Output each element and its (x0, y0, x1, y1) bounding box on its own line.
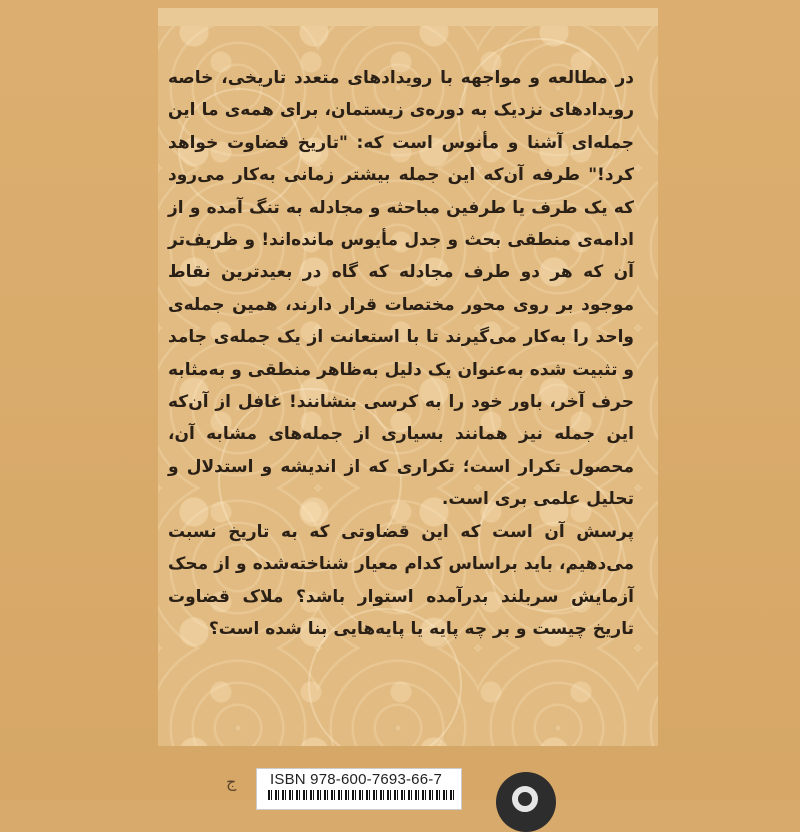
isbn-number: ISBN 978-600-7693-66-7 (270, 771, 443, 788)
logo-ring-icon (512, 786, 538, 812)
publisher-mark: ج (226, 772, 237, 791)
paragraph-1: در مطالعه و مواجهه با رویدادهای متعدد تاریخی، خاصه رویدادهای نزدیک به دوره‌ی زیستمان، برای همه‌ی ما این جمله‌ای آشنا و مأنوس است که: "تاریخ قضاوت خواهد کرد!" طرفه آن‌که این جمله بیشتر زمانی به‌کار می‌رود که یک طرف یا طرفین مباحثه و مجادله به تنگ آمده و از ادامه‌ی منطقی بحث و جدل مأیوس مانده‌اند! و ظریف‌تر آن که هر دو طرف مجادله که گاه در بعیدترین نقاط موجود بر روی محور مختصات قرار دارند، همین جمله‌ی واحد را به‌کار می‌گیرند تا با استعانت از یک جمله‌ی جامد و تثبیت شده به‌عنوان یک دلیل به‌ظاهر منطقی و به‌مثابه حرف آخر، باور خود را به کرسی بنشانند! غافل از آن‌که این جمله نیز همانند بسیاری از جمله‌های مشابه آن، محصول تکرار است؛ تکراری که از اندیشه و استدلال و تحلیل علمی بری است. (168, 68, 634, 510)
barcode (268, 790, 454, 800)
back-cover-text (168, 62, 634, 645)
panel-top-band (158, 8, 658, 26)
paragraph-2: پرسش آن است که این قضاوتی که به تاریخ نسبت می‌دهیم، باید براساس کدام معیار شناخته‌شده و از محک آزمایش سربلند بدرآمده استوار باشد؟ ملاک قضاوت تاریخ چیست و بر چه پایه یا پایه‌هایی بنا شده است؟ (168, 521, 634, 639)
